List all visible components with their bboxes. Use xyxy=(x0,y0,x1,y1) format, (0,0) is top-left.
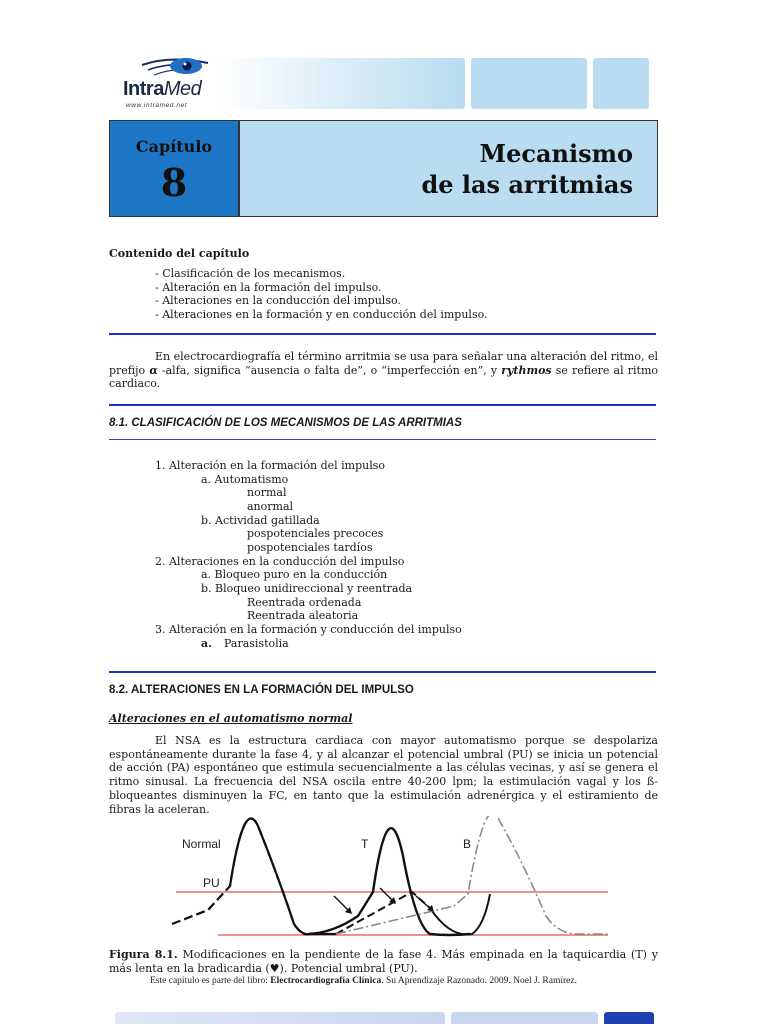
subsection-heading: Alteraciones en el automatismo normal xyxy=(109,712,353,725)
logo-url: www.intramed.net xyxy=(126,102,188,109)
header xyxy=(0,0,768,115)
chapter-title xyxy=(300,138,633,200)
outline-item: 3. Alteración en la formación y conducción del impulso xyxy=(155,623,462,636)
outline-item: b. Bloqueo unidireccional y reentrada xyxy=(201,582,413,595)
footer-note: Este capítulo es parte del libro: Electrocardiografía Clínica. Su Aprendizaje Razonado. 2009. Noel J. Ramírez. xyxy=(150,976,577,986)
outline-item: 1. Alteración en la formación del impulso xyxy=(155,459,385,472)
contents-list xyxy=(155,267,488,322)
outline-item: a. xyxy=(201,637,212,650)
list-item: - Alteración en la formación del impulso. xyxy=(155,280,382,294)
figure-action-potential xyxy=(168,816,616,940)
section-heading: 8.1. CLASIFICACIÓN DE LOS MECANISMOS DE LAS ARRITMIAS xyxy=(109,417,462,429)
t-curve xyxy=(308,828,470,935)
label-pu: PU xyxy=(203,876,220,890)
footer-block-2 xyxy=(451,1012,598,1024)
outline-item: a. Bloqueo puro en la conducción xyxy=(201,568,388,581)
divider xyxy=(109,333,656,335)
outline-item: 2. Alteraciones en la conducción del impulso xyxy=(155,555,405,568)
logo-text: IntraMed xyxy=(123,78,202,100)
arrow-icon xyxy=(334,896,352,914)
divider xyxy=(109,404,656,406)
intro-paragraph: En electrocardiografía el término arritmia se usa para señalar una alteración del ritmo, el prefijo α -alfa, significa “ausencia o falta de”, o “imperfección en”, y rythmos se refiere al ritmo cardiaco. xyxy=(109,350,658,391)
label-b: B xyxy=(463,837,472,851)
outline-item: b. Actividad gatillada xyxy=(201,514,320,527)
outline-item: pospotenciales tardíos xyxy=(247,541,373,554)
header-block-3 xyxy=(593,58,649,109)
outline-item: normal xyxy=(247,486,287,499)
outline-item: Reentrada aleatoria xyxy=(247,609,359,622)
outline-item: a. Automatismo xyxy=(201,473,289,486)
footer-block-3 xyxy=(604,1012,654,1024)
label-t: T xyxy=(361,837,369,851)
chapter-number: 8 xyxy=(160,160,188,205)
normal-spike xyxy=(230,819,336,935)
body-paragraph: El NSA es la estructura cardiaca con mayor automatismo porque se despolariza espontáneamente durante la fase 4, y al alcanzar el potencial umbral (PU) se inicia un potencial de acción (PA) espontáneo que estimula secuencialmente a las células vecinas, y así se genera el ritmo sinusal. La frecuencia del NSA oscila entre 40-200 lpm; la estimulación vagal y los ß-bloqueantes disminuyen la FC, en tanto que la estimulación adrenérgica y el estiramiento de fibras la aceleran. xyxy=(109,734,658,816)
list-item: - Clasificación de los mecanismos. xyxy=(155,267,346,280)
section-heading: 8.2. ALTERACIONES EN LA FORMACIÓN DEL IMPULSO xyxy=(109,684,414,696)
arrow-icon xyxy=(380,888,396,904)
list-item: - Alteraciones en la formación y en conducción del impulso. xyxy=(155,308,488,322)
divider xyxy=(109,671,656,673)
header-block-2 xyxy=(471,58,587,109)
outline-item: anormal xyxy=(247,500,294,513)
header-gradient-band xyxy=(220,58,465,109)
chapter-title-line2: de las arritmias xyxy=(421,170,633,199)
contents-heading: Contenido del capítulo xyxy=(109,247,250,260)
outline-item: pospotenciales precoces xyxy=(247,527,384,540)
outline-item: Reentrada ordenada xyxy=(247,596,362,609)
list-item: - Alteraciones en la conducción del impulso. xyxy=(155,294,401,308)
outline-item: Parasistolia xyxy=(224,637,289,650)
arrow-icon xyxy=(416,896,434,912)
figure-caption: Figura 8.1. Modificaciones en la pendiente de la fase 4. Más empinada en la taquicardia (T) y más lenta en la bradicardia (♥). Potencial umbral (PU). xyxy=(109,948,658,975)
footer-band xyxy=(115,1012,445,1024)
label-normal: Normal xyxy=(182,837,221,851)
chapter-title-line1: Mecanismo xyxy=(479,139,633,168)
chapter-label: Capítulo xyxy=(135,137,213,156)
divider xyxy=(109,439,656,440)
